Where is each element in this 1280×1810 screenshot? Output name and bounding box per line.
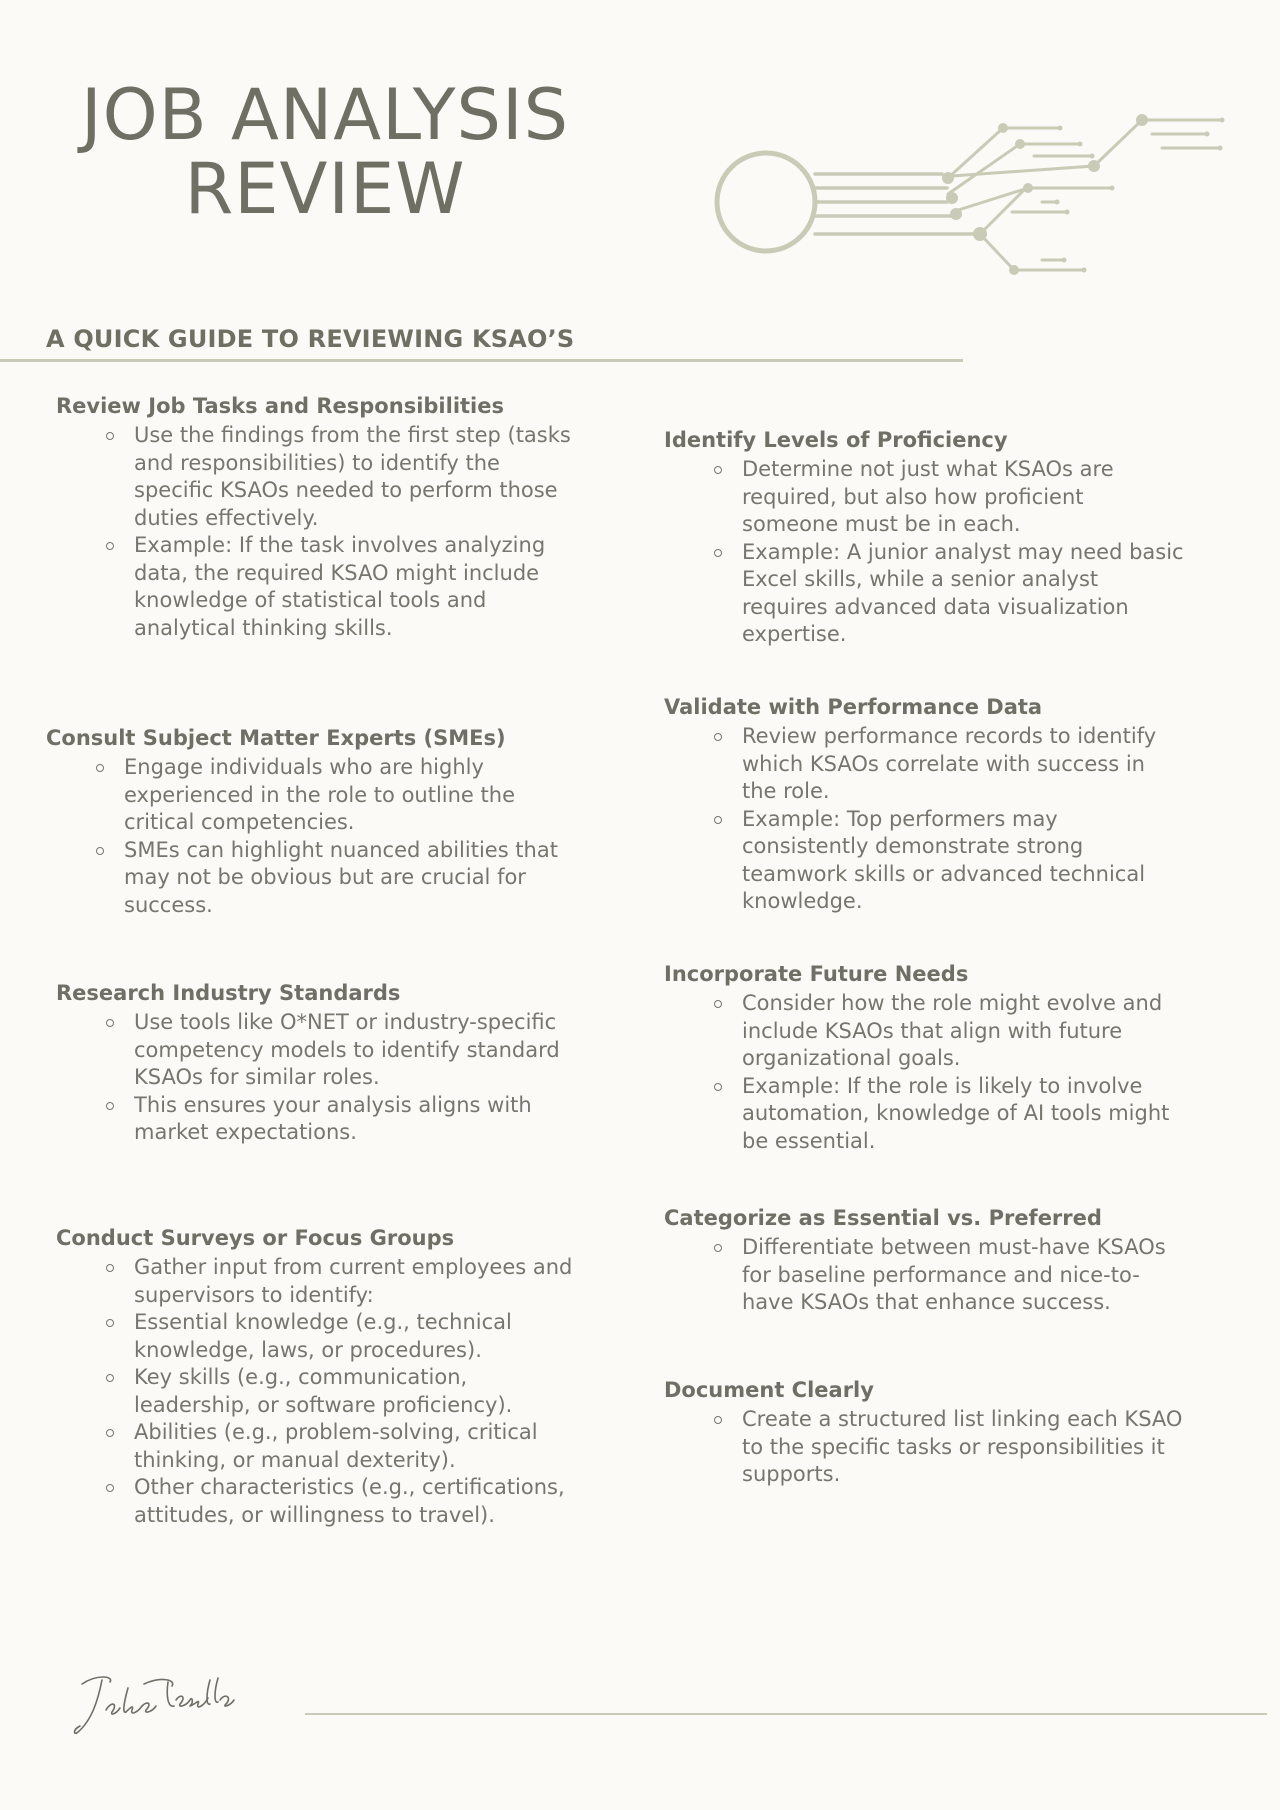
list-item: Example: If the role is likely to involve automation, knowledge of AI tools might be essential. [714,1073,1184,1156]
list-item: Create a structured list linking each KSAO to the specific tasks or responsibilities it supports. [714,1406,1184,1489]
list-item: Gather input from current employees and supervisors to identify: [106,1254,586,1309]
section-heading: Incorporate Future Needs [664,962,969,986]
list-item: Determine not just what KSAOs are required, but also how proficient someone must be in each. [714,456,1184,539]
list-item: Review performance records to identify which KSAOs correlate with success in the role. [714,723,1184,806]
list-item: Example: A junior analyst may need basic Excel skills, while a senior analyst requires advanced data visualization expertise. [714,539,1184,649]
section-document-clearly [664,1377,1184,1489]
section-heading: Conduct Surveys or Focus Groups [56,1226,455,1250]
section-heading: Consult Subject Matter Experts (SMEs) [46,726,506,750]
list-item: Example: Top performers may consistently demonstrate strong teamwork skills or advanced technical knowledge. [714,806,1184,916]
subtitle-divider [0,359,963,362]
list-item: Essential knowledge (e.g., technical knowledge, laws, or procedures). [106,1309,586,1364]
list-item: Other characteristics (e.g., certifications, attitudes, or willingness to travel). [106,1474,586,1529]
section-validate-performance [664,694,1184,916]
section-conduct-surveys [56,1225,586,1529]
signature [72,1670,242,1740]
section-heading: Categorize as Essential vs. Preferred [664,1206,1102,1230]
section-heading: Identify Levels of Proficiency [664,428,1008,452]
list-item: Use tools like O*NET or industry-specific competency models to identify standard KSAOs for similar roles. [106,1009,576,1092]
section-categorize [664,1205,1184,1317]
guide-subtitle: A QUICK GUIDE TO REVIEWING KSAO’S [46,325,575,353]
list-item: Use the findings from the first step (tasks and responsibilities) to identify the specific KSAOs needed to perform those duties effectively. [106,422,576,532]
list-item: This ensures your analysis aligns with market expectations. [106,1092,576,1147]
circuit-decoration-icon [712,110,1232,290]
section-heading: Research Industry Standards [56,981,401,1005]
section-identify-proficiency [664,427,1184,649]
list-item: Consider how the role might evolve and include KSAOs that align with future organizational goals. [714,990,1184,1073]
section-heading: Document Clearly [664,1378,874,1402]
footer-divider [305,1713,1267,1715]
title-line-2: REVIEW [184,148,466,230]
section-heading: Review Job Tasks and Responsibilities [56,394,504,418]
list-item: Example: If the task involves analyzing data, the required KSAO might include knowledge of statistical tools and analytical thinking skills. [106,532,576,642]
title-line-1: JOB ANALYSIS [80,74,570,156]
list-item: Abilities (e.g., problem-solving, critical thinking, or manual dexterity). [106,1419,586,1474]
page-title [60,74,590,230]
section-review-job-tasks [56,393,576,642]
section-heading: Validate with Performance Data [664,695,1043,719]
list-item: Differentiate between must-have KSAOs for baseline performance and nice-to-have KSAOs that enhance success. [714,1234,1184,1317]
list-item: Key skills (e.g., communication, leadership, or software proficiency). [106,1364,586,1419]
list-item: Engage individuals who are highly experienced in the role to outline the critical competencies. [96,754,576,837]
section-future-needs [664,961,1184,1155]
section-research-industry-standards [56,980,576,1147]
list-item: SMEs can highlight nuanced abilities that may not be obvious but are crucial for success. [96,837,576,920]
section-consult-smes [46,725,576,919]
